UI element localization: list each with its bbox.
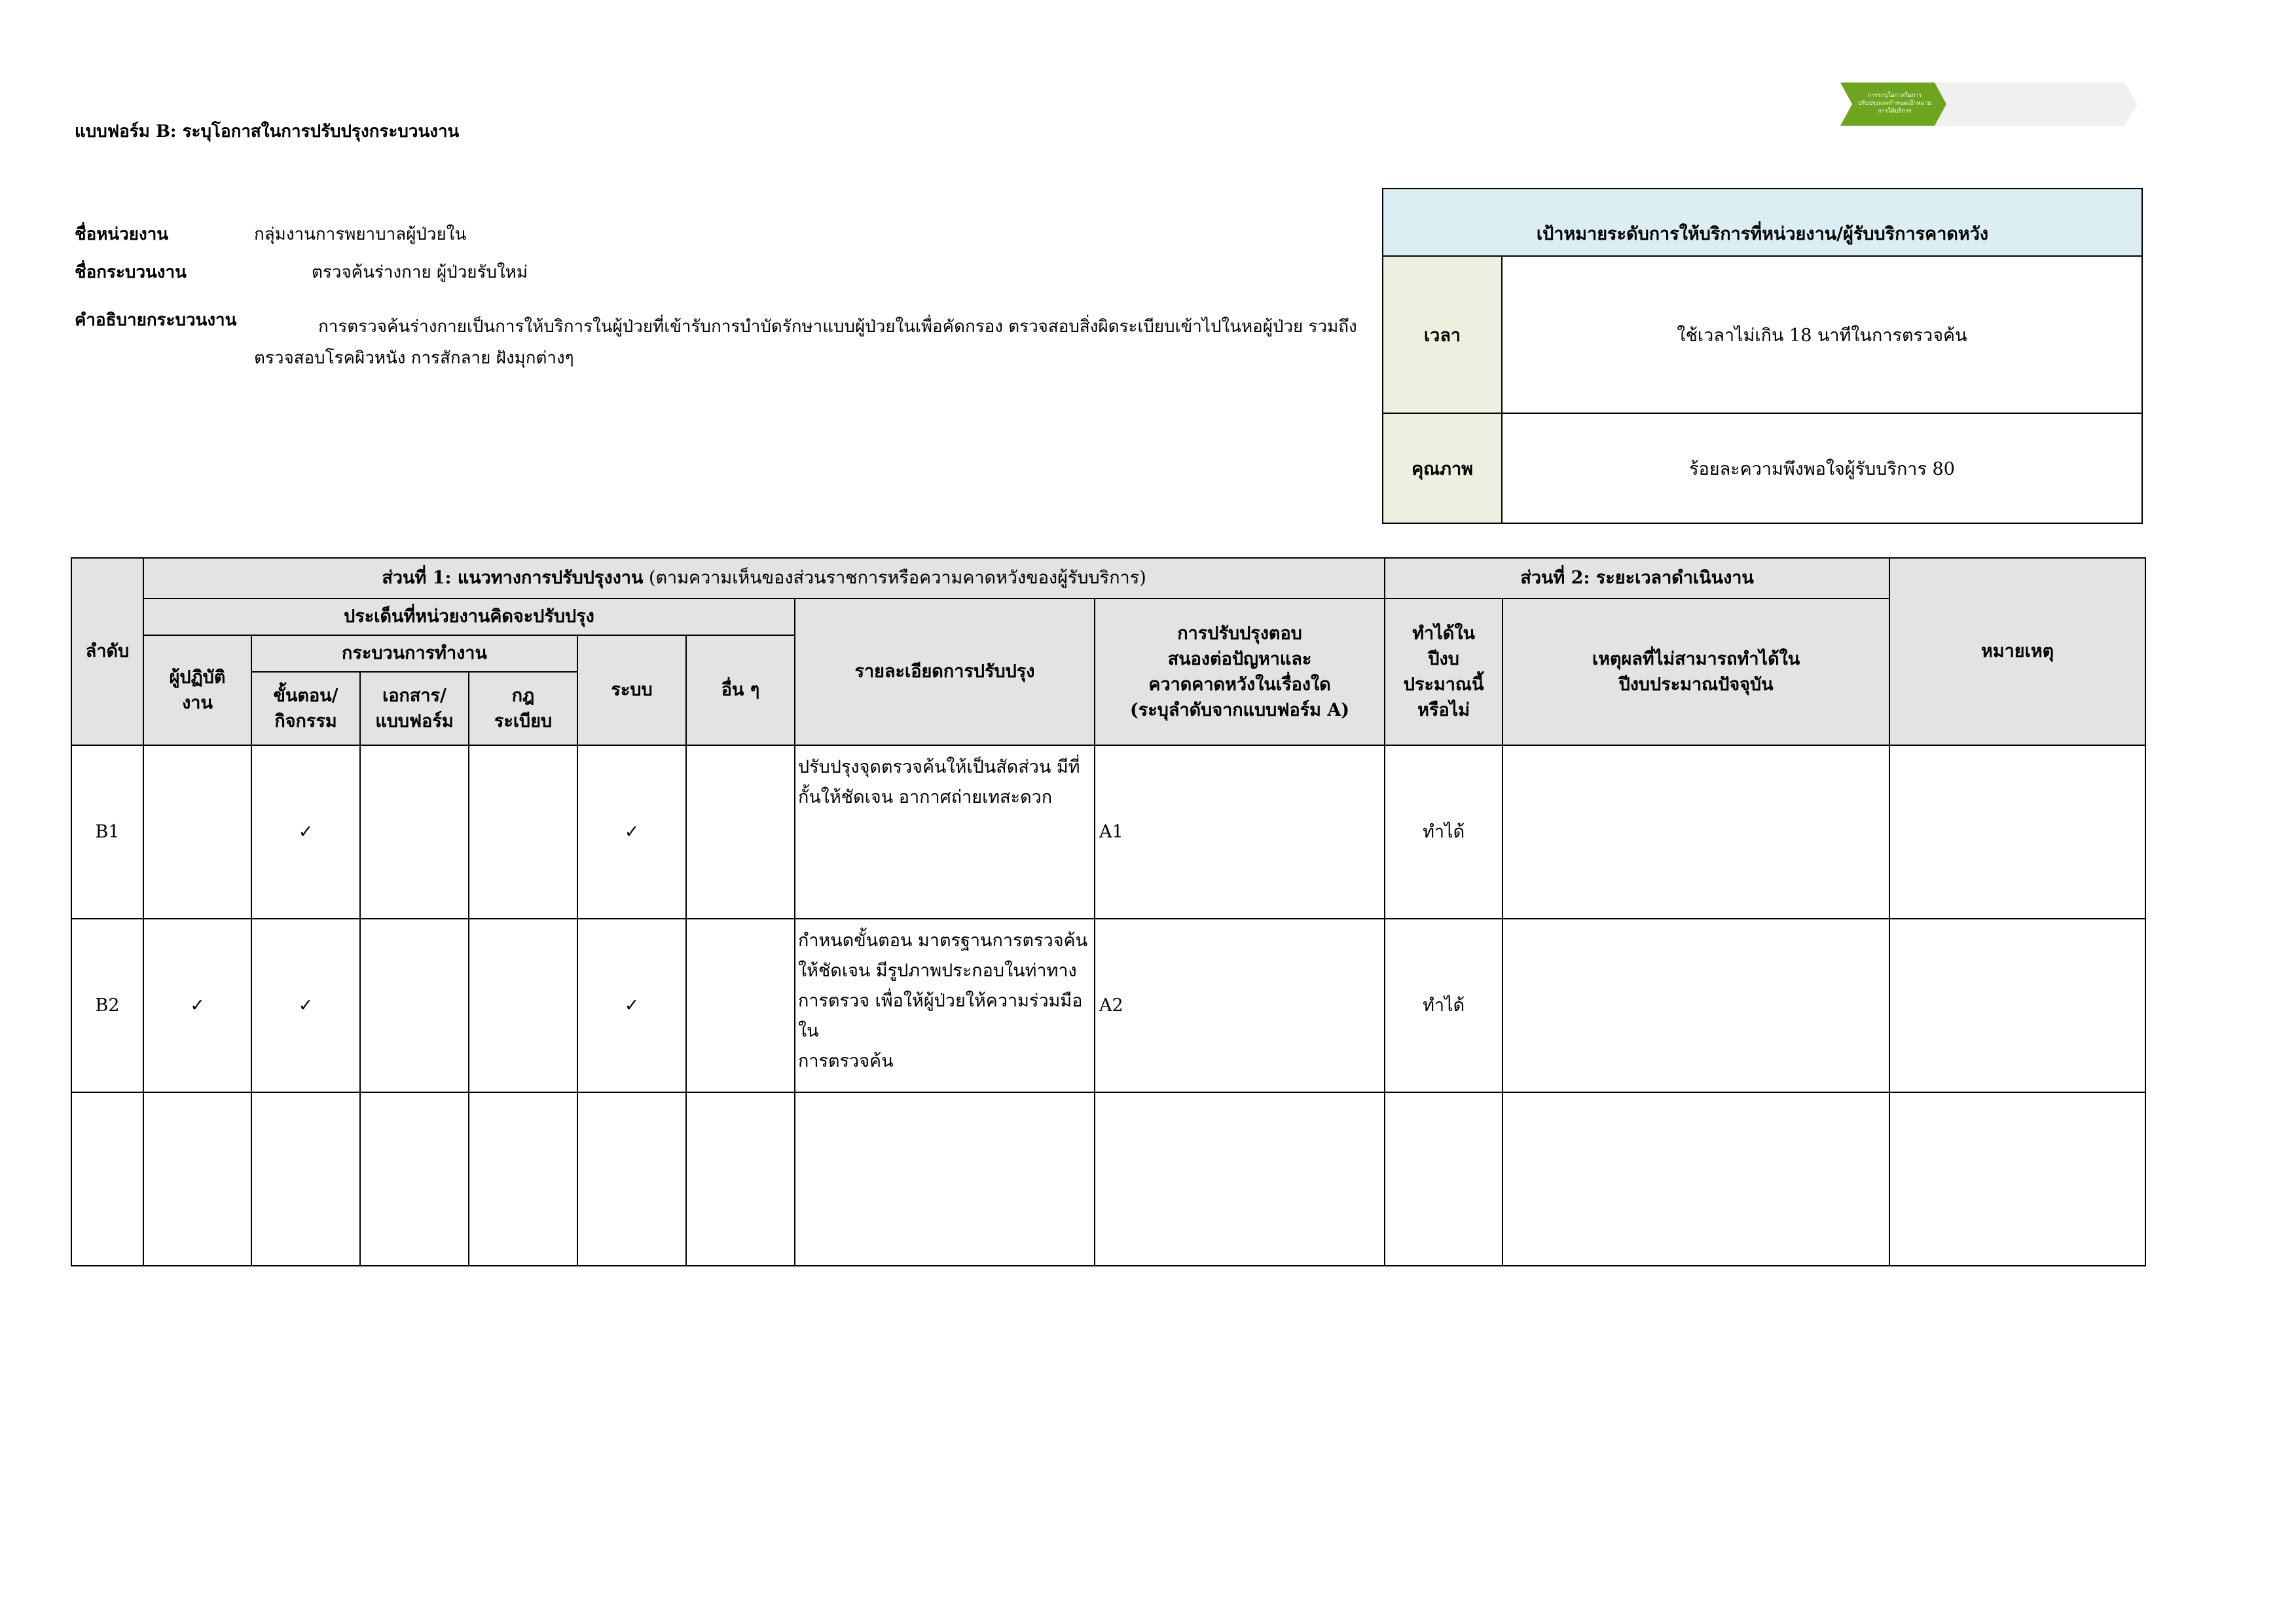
header-part1 <box>143 558 1385 599</box>
row-system-check <box>577 1092 686 1266</box>
row-rule-check <box>469 919 577 1092</box>
row-reason <box>1503 919 1889 1092</box>
row-step-check: ✓ <box>251 919 360 1092</box>
header-operator-line-1: ผู้ปฏิบัติ <box>169 667 226 688</box>
target-time-label: เวลา <box>1383 256 1502 413</box>
progress-step-2 <box>1935 83 2043 126</box>
header-document-line-1: เอกสาร/ <box>382 685 446 706</box>
row-detail-line: ปรับปรุงจุดตรวจค้นให้เป็นสัดส่วน มีที่ <box>798 757 1080 777</box>
form-title: แบบฟอร์ม B: ระบุโอกาสในการปรับปรุงกระบวนงาน <box>75 122 460 141</box>
header-operator-line-2: งาน <box>182 693 213 713</box>
description-line-2: ตรวจสอบโรคผิวหนัง การสักลาย ฝังมุกต่างๆ <box>254 348 574 368</box>
row-other-check <box>686 745 795 919</box>
header-part1-note: (ตามความเห็นของส่วนราชการหรือความคาดหวังของผู้รับบริการ) <box>643 568 1146 589</box>
header-document <box>360 672 469 745</box>
header-step-line-2: กิจกรรม <box>274 711 337 731</box>
header-system: ระบบ <box>577 635 686 745</box>
row-detail-line: การตรวจค้น <box>798 1050 894 1071</box>
row-operator-check: ✓ <box>143 919 251 1092</box>
header-response <box>1095 599 1385 745</box>
progress-step-3 <box>2029 83 2138 126</box>
row-detail-line: กั้นให้ชัดเจน อากาศถ่ายเทสะดวก <box>798 786 1053 807</box>
improvement-table <box>71 557 2146 1266</box>
row-reason <box>1503 745 1889 919</box>
header-response-line-3: ควาดคาดหวังในเรื่องใด <box>1148 674 1331 695</box>
header-work-process: กระบวนการทำงาน <box>251 635 577 672</box>
process-value: ตรวจค้นร่างกาย ผู้ป่วยรับใหม่ <box>312 263 528 282</box>
row-order: B2 <box>71 919 143 1092</box>
row-order: B1 <box>71 745 143 919</box>
header-response-line-2: สนองต่อปัญหาและ <box>1167 648 1312 669</box>
header-rule-line-2: ระเบียบ <box>494 711 553 731</box>
row-operator-check <box>143 745 251 919</box>
row-document-check <box>360 919 469 1092</box>
progress-step-3-label <box>2029 83 2138 126</box>
header-issues: ประเด็นที่หน่วยงานคิดจะปรับปรุง <box>143 599 795 635</box>
header-operator <box>143 635 251 745</box>
row-detail-line: ให้ชัดเจน มีรูปภาพประกอบในท่าทาง <box>798 960 1077 981</box>
row-feasible: ทำได้ <box>1385 919 1503 1092</box>
header-response-line-1: การปรับปรุงตอบ <box>1177 623 1302 644</box>
row-remark <box>1889 919 2145 1092</box>
process-label: ชื่อกระบวนงาน <box>75 263 187 282</box>
header-step-line-1: ขั้นตอน/ <box>273 685 338 706</box>
description-label: คำอธิบายกระบวนงาน <box>75 310 237 330</box>
row-detail-line: การตรวจ เพื่อให้ผู้ป่วยให้ความร่วมมือใน <box>798 990 1083 1041</box>
service-target-table <box>1382 188 2143 524</box>
progress-step-1-label: การระบุโอกาสในการปรับปรุงและกำหนดเป้าหมายการให้บริการ <box>1858 92 1931 115</box>
header-feasible <box>1385 599 1503 745</box>
row-detail <box>795 1092 1095 1266</box>
target-quality-label: คุณภาพ <box>1383 413 1502 523</box>
row-other-check <box>686 1092 795 1266</box>
row-document-check <box>360 1092 469 1266</box>
row-reason <box>1503 1092 1889 1266</box>
description-line-1: การตรวจค้นร่างกายเป็นการให้บริการในผู้ป่วยที่เข้ารับการบำบัดรักษาแบบผู้ป่วยในเพื่อคัดกรอง ตรวจสอบสิ่งผิดระเบียบเข้าไปในหอผู้ป่วย รวมถึง <box>318 317 1357 337</box>
row-feasible: ทำได้ <box>1385 745 1503 919</box>
row-remark <box>1889 1092 2145 1266</box>
header-part2: ส่วนที่ 2: ระยะเวลาดำเนินงาน <box>1385 558 1889 599</box>
header-remark: หมายเหตุ <box>1889 558 2145 745</box>
target-header: เป้าหมายระดับการให้บริการที่หน่วยงาน/ผู้รับบริการคาดหวัง <box>1383 189 2142 256</box>
table-row <box>71 745 2145 919</box>
table-row <box>71 919 2145 1092</box>
row-step-check: ✓ <box>251 745 360 919</box>
unit-value: กลุ่มงานการพยาบาลผู้ป่วยใน <box>254 225 467 244</box>
header-reason-line-2: ปีงบประมาณปัจจุบัน <box>1618 674 1774 695</box>
header-document-line-2: แบบฟอร์ม <box>375 711 454 731</box>
row-system-check: ✓ <box>577 745 686 919</box>
header-response-line-4: (ระบุลำดับจากแบบฟอร์ม A) <box>1130 700 1350 721</box>
header-feasible-line-1: ทำได้ใน <box>1412 623 1475 644</box>
header-other: อื่น ๆ <box>686 635 795 745</box>
header-reason <box>1503 599 1889 745</box>
unit-label: ชื่อหน่วยงาน <box>75 225 169 244</box>
header-feasible-line-2: ปีงบ <box>1428 648 1459 669</box>
header-detail: รายละเอียดการปรับปรุง <box>795 599 1095 745</box>
header-rule-line-1: กฎ <box>511 685 535 706</box>
row-order <box>71 1092 143 1266</box>
row-other-check <box>686 919 795 1092</box>
row-detail <box>795 919 1095 1092</box>
header-feasible-line-3: ประมาณนี้ <box>1403 674 1484 695</box>
row-rule-check <box>469 1092 577 1266</box>
row-remark <box>1889 745 2145 919</box>
row-document-check <box>360 745 469 919</box>
target-quality-value: ร้อยละความพึงพอใจผู้รับบริการ 80 <box>1502 413 2142 523</box>
row-system-check: ✓ <box>577 919 686 1092</box>
progress-step-2-label <box>1935 83 2043 126</box>
header-part1-title: ส่วนที่ 1: แนวทางการปรับปรุงงาน <box>382 568 644 589</box>
target-time-value: ใช้เวลาไม่เกิน 18 นาทีในการตรวจค้น <box>1502 256 2142 413</box>
row-response <box>1095 1092 1385 1266</box>
table-row <box>71 1092 2145 1266</box>
row-detail <box>795 745 1095 919</box>
row-step-check <box>251 1092 360 1266</box>
row-response: A1 <box>1095 745 1385 919</box>
header-order: ลำดับ <box>71 558 143 745</box>
header-rule <box>469 672 577 745</box>
header-feasible-line-4: หรือไม่ <box>1417 700 1470 721</box>
row-operator-check <box>143 1092 251 1266</box>
header-reason-line-1: เหตุผลที่ไม่สามารถทำได้ใน <box>1592 648 1800 669</box>
progress-step-1 <box>1840 83 1949 126</box>
header-step <box>251 672 360 745</box>
row-detail-line: กำหนดขั้นตอน มาตรฐานการตรวจค้น <box>798 931 1088 951</box>
row-feasible <box>1385 1092 1503 1266</box>
row-response: A2 <box>1095 919 1385 1092</box>
row-rule-check <box>469 745 577 919</box>
